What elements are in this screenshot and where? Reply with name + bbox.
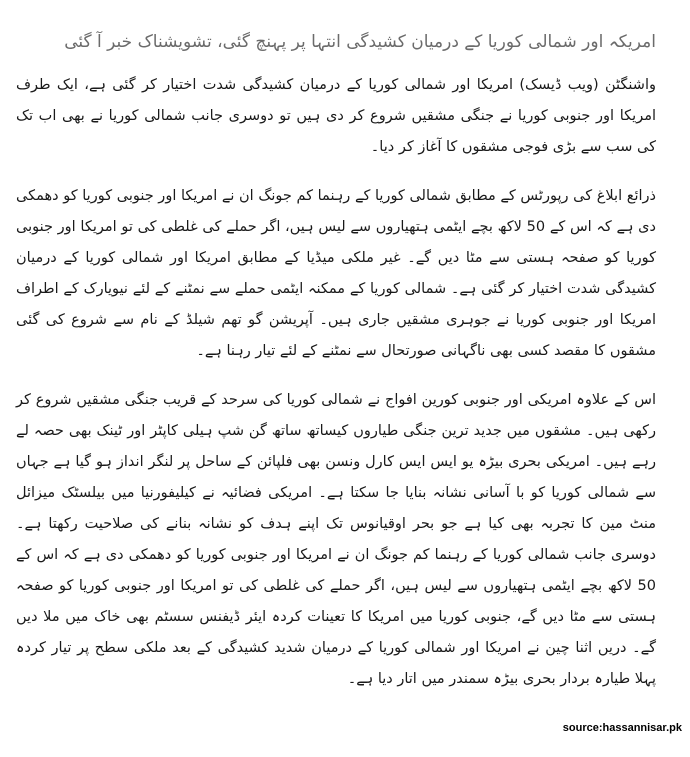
article-paragraph-3: اس کے علاوہ امریکی اور جنوبی کورین افواج نے شمالی کوریا کی سرحد کے قریب جنگی مشقیں شروع کر رکھی ہیں۔ مشقوں میں جدید ترین جنگی طیاروں کیساتھ ساتھ گن شپ ہیلی کاپٹر اور ٹینک بھی حصہ لے رہے ہیں۔ امریکی بحری بیڑہ یو ایس ایس کارل ونسن بھی فلپائن کے ساحل پر لنگر انداز ہو گیا ہے جہاں سے شمالی کوریا کو با آسانی نشانہ بنایا جا سکتا ہے۔ امریکی فضائیہ نے کیلیفورنیا میں بیلسٹک میزائل منٹ مین کا تجربہ بھی کیا ہے جو بحر اوقیانوس تک اپنے ہدف کو نشانہ بنانے کی صلاحیت رکھتا ہے۔ دوسری جانب شمالی کوریا کے رہنما کم جونگ ان نے امریکا اور جنوبی کوریا کو دھمکی دی ہے کہ اس کے 50 لاکھ بچے ایٹمی ہتھیاروں سے لیس ہیں، اگر حملے کی غلطی کی تو امریکا اور جنوبی کوریا کو صفحہ ہستی سے مٹا دیں گے، جنوبی کوریا میں امریکا کا تعینات کردہ ایئر ڈیفنس سسٹم بھی خاک میں ملا دیں گے۔ دریں اثنا چین نے امریکا اور شمالی کوریا کے درمیان شدید کشیدگی کے بعد ملکی سطح پر تیار کردہ پہلا طیارہ بردار بحری بیڑہ سمندر میں اتار دیا ہے۔ (16, 392, 656, 687)
article-paragraph-2: ذرائع ابلاغ کی رپورٹس کے مطابق شمالی کوریا کے رہنما کم جونگ ان نے امریکا اور جنوبی کوریا کو دھمکی دی ہے کہ اس کے 50 لاکھ بچے ایٹمی ہتھیاروں سے لیس ہیں، اگر حملے کی غلطی کی تو امریکا اور جنوبی کوریا کو صفحہ ہستی سے مٹا دیں گے۔ غیر ملکی میڈیا کے مطابق امریکا اور شمالی کوریا کے درمیان کشیدگی شدت اختیار کر گئی ہے۔ شمالی کوریا کے ممکنہ ایٹمی حملے سے نمٹنے کے لئے نیویارک کے اطراف امریکا اور جنوبی کوریا نے جوہری مشقیں جاری ہیں۔ آپریشن گو تھم شیلڈ کے نام سے شروع کی گئی مشقوں کا مقصد کسی بھی ناگہانی صورتحال سے نمٹنے کے لئے تیار رہنا ہے۔ (16, 188, 656, 359)
article-headline: امریکہ اور شمالی کوریا کے درمیان کشیدگی انتہا پر پہنچ گئی، تشویشناک خبر آ گئی (64, 32, 656, 52)
source-credit: source:hassannisar.pk (562, 722, 682, 734)
article-paragraph-1: واشنگٹن (ویب ڈیسک) امریکا اور شمالی کوریا کے درمیان کشیدگی شدت اختیار کر گئی ہے، ایک طرف امریکا اور جنوبی کوریا نے جنگی مشقیں شروع کر دی ہیں تو دوسری جانب شمالی کوریا نے بھی اب تک کی سب سے بڑی فوجی مشقوں کا آغاز کر دیا۔ (16, 77, 656, 155)
